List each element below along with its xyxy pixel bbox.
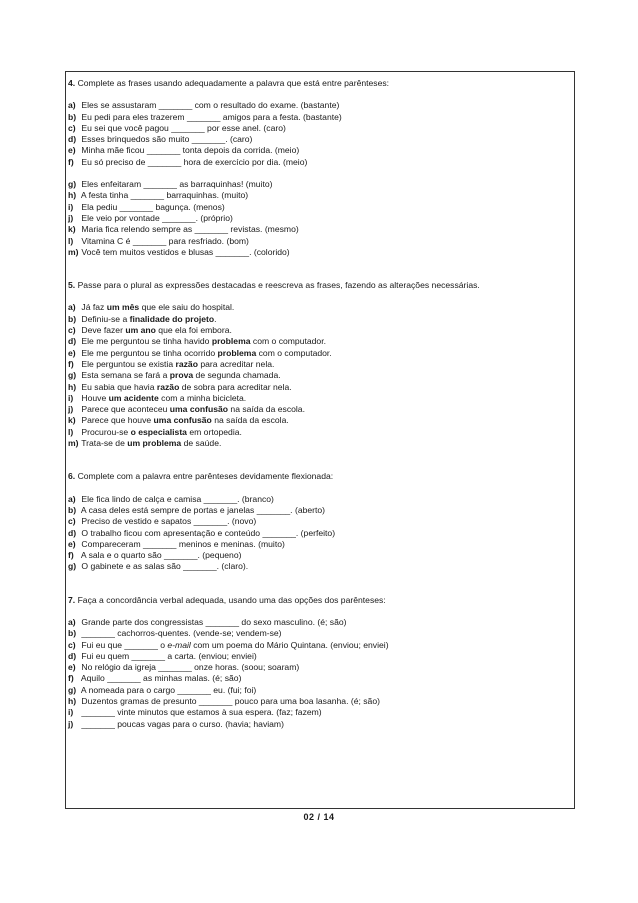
page-number: 02 / 14 [303, 812, 335, 822]
item-text: Aquilo _______ as minhas malas. (é; são) [80, 673, 242, 684]
exercise-title [68, 471, 570, 482]
item-text: com a minha bicicleta. [158, 392, 247, 403]
item-text: Trata-se de [81, 438, 128, 449]
exercise-item [68, 370, 570, 381]
item-text: de saúde. [181, 438, 222, 449]
item-text: Eles se assustaram _______ com o resultado do exame. (bastante) [81, 100, 340, 111]
exercise-number: 6. [68, 471, 76, 482]
item-text: Eu só preciso de _______ hora de exercício por dia. (meio) [81, 156, 308, 167]
item-text: Parece que houve [81, 415, 154, 426]
item-text: Eu sei que você pagou _______ por esse anel. (caro) [81, 122, 286, 133]
item-text: que ela foi embora. [155, 325, 232, 336]
item-label: f) [68, 156, 74, 167]
item-text: A casa deles está sempre de portas e janelas _______. (aberto) [80, 504, 326, 515]
exercise-content [68, 78, 570, 752]
item-label: h) [68, 696, 77, 707]
exercise-section [68, 78, 570, 258]
item-text: Ele perguntou se existia [81, 358, 176, 369]
item-text: . [214, 313, 217, 324]
item-text: A sala e o quarto são _______. (pequeno) [80, 550, 242, 561]
exercise-item [68, 651, 570, 662]
item-text: Esses brinquedos são muito _______. (caro) [81, 134, 253, 145]
item-label: a) [68, 493, 76, 504]
item-text: Minha mãe ficou _______ tonta depois da corrida. (meio) [81, 145, 300, 156]
exercise-item [68, 427, 570, 438]
item-label: a) [68, 616, 76, 627]
item-text: Vitamina C é _______ para resfriado. (bom) [81, 235, 249, 246]
item-label: m) [68, 246, 79, 257]
exercise-section [68, 280, 570, 449]
item-text: Grande parte dos congressistas _______ do sexo masculino. (é; são) [81, 616, 347, 627]
item-text: Houve [81, 392, 109, 403]
item-label: f) [68, 673, 74, 684]
item-text: Maria fica relendo sempre as _______ revistas. (mesmo) [81, 224, 299, 235]
exercise-instruction: Faça a concordância verbal adequada, usando uma das opções dos parênteses: [77, 594, 386, 605]
exercise-item [68, 145, 570, 156]
item-label: i) [68, 707, 74, 718]
highlighted-expression: uma confusão [153, 415, 212, 426]
exercise-item [68, 505, 570, 516]
exercise-section [68, 595, 570, 730]
item-label: c) [68, 122, 76, 133]
item-text: _______ cachorros-quentes. (vende-se; vendem-se) [81, 628, 282, 639]
exercise-item [68, 438, 570, 449]
item-text: Ela pediu _______ bagunça. (menos) [81, 201, 225, 212]
exercise-item [68, 640, 570, 651]
exercise-item [68, 539, 570, 550]
item-text: Preciso de vestido e sapatos _______. (novo) [81, 516, 257, 527]
exercise-item [68, 302, 570, 313]
item-label: h) [68, 190, 77, 201]
highlighted-expression: uma confusão [169, 404, 229, 415]
item-label: g) [68, 684, 77, 695]
item-text: O trabalho ficou com apresentação e conteúdo _______. (perfeito) [81, 527, 336, 538]
item-text: Você tem muitos vestidos e blusas _______. (colorido) [81, 246, 290, 257]
item-text: Duzentos gramas de presunto _______ pouco para uma boa lasanha. (é; são) [81, 696, 380, 707]
item-label: f) [68, 358, 74, 369]
item-label: k) [68, 224, 76, 235]
item-label: f) [68, 550, 74, 561]
exercise-item [68, 325, 570, 336]
item-text: com o computador. [250, 336, 326, 347]
item-text: para acreditar nela. [197, 358, 275, 369]
item-text: e-mail [167, 639, 191, 650]
item-label: j) [68, 718, 74, 729]
exercise-title [68, 595, 570, 606]
highlighted-expression: problema [211, 336, 251, 347]
exercise-item [68, 494, 570, 505]
exercise-item [68, 179, 570, 190]
highlighted-expression: prova [169, 370, 194, 381]
item-text: Esta semana se fará a [81, 370, 170, 381]
item-label: a) [68, 302, 76, 313]
item-text: em ortopedia. [186, 426, 242, 437]
exercise-item [68, 516, 570, 527]
item-text: _______ vinte minutos que estamos à sua espera. (faz; fazem) [81, 707, 322, 718]
exercise-item [68, 112, 570, 123]
item-text: Ele fica lindo de calça e camisa _______. (branco) [81, 493, 274, 504]
item-label: g) [68, 370, 77, 381]
item-text: Ele veio por vontade _______. (próprio) [81, 212, 233, 223]
item-text: Parece que aconteceu [81, 404, 170, 415]
item-label: i) [68, 392, 74, 403]
item-label: d) [68, 527, 77, 538]
exercise-item [68, 224, 570, 235]
exercise-item [68, 213, 570, 224]
item-label: b) [68, 628, 77, 639]
exercise-item [68, 719, 570, 730]
exercise-item [68, 190, 570, 201]
exercise-instruction: Complete com a palavra entre parênteses devidamente flexionada: [77, 471, 334, 482]
exercise-instruction: Passe para o plural as expressões destacadas e reescreva as frases, fazendo as alterações necessárias. [77, 280, 480, 291]
item-label: m) [68, 438, 79, 449]
item-text: No relógio da igreja _______ onze horas. (soou; soaram) [81, 662, 300, 673]
exercise-item [68, 561, 570, 572]
item-text: Deve fazer [81, 325, 126, 336]
item-label: e) [68, 538, 76, 549]
exercise-item [68, 348, 570, 359]
exercise-item [68, 528, 570, 539]
exercise-item [68, 202, 570, 213]
item-text: Ele me perguntou se tinha ocorrido [81, 347, 218, 358]
item-text: A nomeada para o cargo _______ eu. (fui; foi) [80, 684, 257, 695]
highlighted-expression: finalidade do projeto [129, 313, 215, 324]
item-text: A festa tinha _______ barraquinhas. (muito) [80, 190, 249, 201]
exercise-item [68, 662, 570, 673]
item-text: de segunda chamada. [193, 370, 281, 381]
item-text: Já faz [81, 302, 107, 313]
highlighted-expression: um acidente [108, 392, 159, 403]
item-text: Fui eu que _______ o [81, 639, 168, 650]
item-text: de sobra para acreditar nela. [179, 381, 292, 392]
item-label: j) [68, 404, 74, 415]
group-spacer [68, 168, 570, 179]
exercise-item [68, 247, 570, 258]
item-label: a) [68, 100, 76, 111]
exercise-item [68, 157, 570, 168]
item-label: b) [68, 313, 77, 324]
item-label: c) [68, 325, 76, 336]
highlighted-expression: razão [156, 381, 180, 392]
exercise-item [68, 123, 570, 134]
item-label: c) [68, 639, 76, 650]
highlighted-expression: problema [217, 347, 257, 358]
item-label: i) [68, 201, 74, 212]
exercise-title [68, 280, 570, 291]
item-label: l) [68, 426, 74, 437]
item-label: b) [68, 111, 77, 122]
exercise-item [68, 685, 570, 696]
exercise-item [68, 359, 570, 370]
exercise-item [68, 707, 570, 718]
item-label: e) [68, 347, 76, 358]
exercise-item [68, 673, 570, 684]
exercise-item [68, 393, 570, 404]
item-label: j) [68, 212, 74, 223]
exercise-item [68, 696, 570, 707]
item-label: d) [68, 134, 77, 145]
item-text: Eu pedi para eles trazerem _______ amigos para a festa. (bastante) [81, 111, 342, 122]
highlighted-expression: o especialista [130, 426, 187, 437]
item-label: g) [68, 179, 77, 190]
item-text: _______ poucas vagas para o curso. (havia; haviam) [81, 718, 284, 729]
exercise-item [68, 550, 570, 561]
exercise-item [68, 100, 570, 111]
item-label: e) [68, 662, 76, 673]
item-text: Procurou-se [81, 426, 131, 437]
exercise-number: 5. [68, 280, 76, 291]
item-text: Ele me perguntou se tinha havido [81, 336, 212, 347]
item-text: Definiu-se a [81, 313, 130, 324]
exercise-title [68, 78, 570, 89]
item-text: Eu sabia que havia [81, 381, 157, 392]
item-text: com um poema do Mário Quintana. (enviou; enviei) [190, 639, 389, 650]
item-label: l) [68, 235, 74, 246]
item-label: b) [68, 504, 77, 515]
exercise-item [68, 336, 570, 347]
item-label: c) [68, 516, 76, 527]
item-text: com o computador. [256, 347, 332, 358]
highlighted-expression: um mês [106, 302, 140, 313]
item-text: Eles enfeitaram _______ as barraquinhas! (muito) [81, 179, 273, 190]
item-text: Compareceram _______ meninos e meninas. (muito) [81, 538, 285, 549]
exercise-item [68, 404, 570, 415]
highlighted-expression: um ano [125, 325, 156, 336]
exercise-item [68, 628, 570, 639]
item-label: e) [68, 145, 76, 156]
exercise-instruction: Complete as frases usando adequadamente a palavra que está entre parênteses: [77, 78, 390, 88]
exercise-item [68, 617, 570, 628]
exercise-item [68, 236, 570, 247]
item-text: Fui eu quem _______ a carta. (enviou; enviei) [81, 650, 257, 661]
highlighted-expression: razão [175, 358, 198, 369]
exercise-item [68, 314, 570, 325]
exercise-item [68, 382, 570, 393]
item-label: d) [68, 650, 77, 661]
item-label: k) [68, 415, 76, 426]
highlighted-expression: um problema [127, 438, 182, 449]
exercise-item [68, 134, 570, 145]
exercise-number: 4. [68, 78, 76, 88]
item-label: h) [68, 381, 77, 392]
item-label: g) [68, 561, 77, 572]
item-text: que ele saiu do hospital. [139, 302, 235, 313]
item-text: na saída da escola. [211, 415, 289, 426]
exercise-section [68, 471, 570, 572]
item-label: d) [68, 336, 77, 347]
item-text: na saída da escola. [228, 404, 305, 415]
item-text: O gabinete e as salas são _______. (claro). [81, 561, 249, 572]
exercise-item [68, 415, 570, 426]
exercise-number: 7. [68, 594, 76, 605]
